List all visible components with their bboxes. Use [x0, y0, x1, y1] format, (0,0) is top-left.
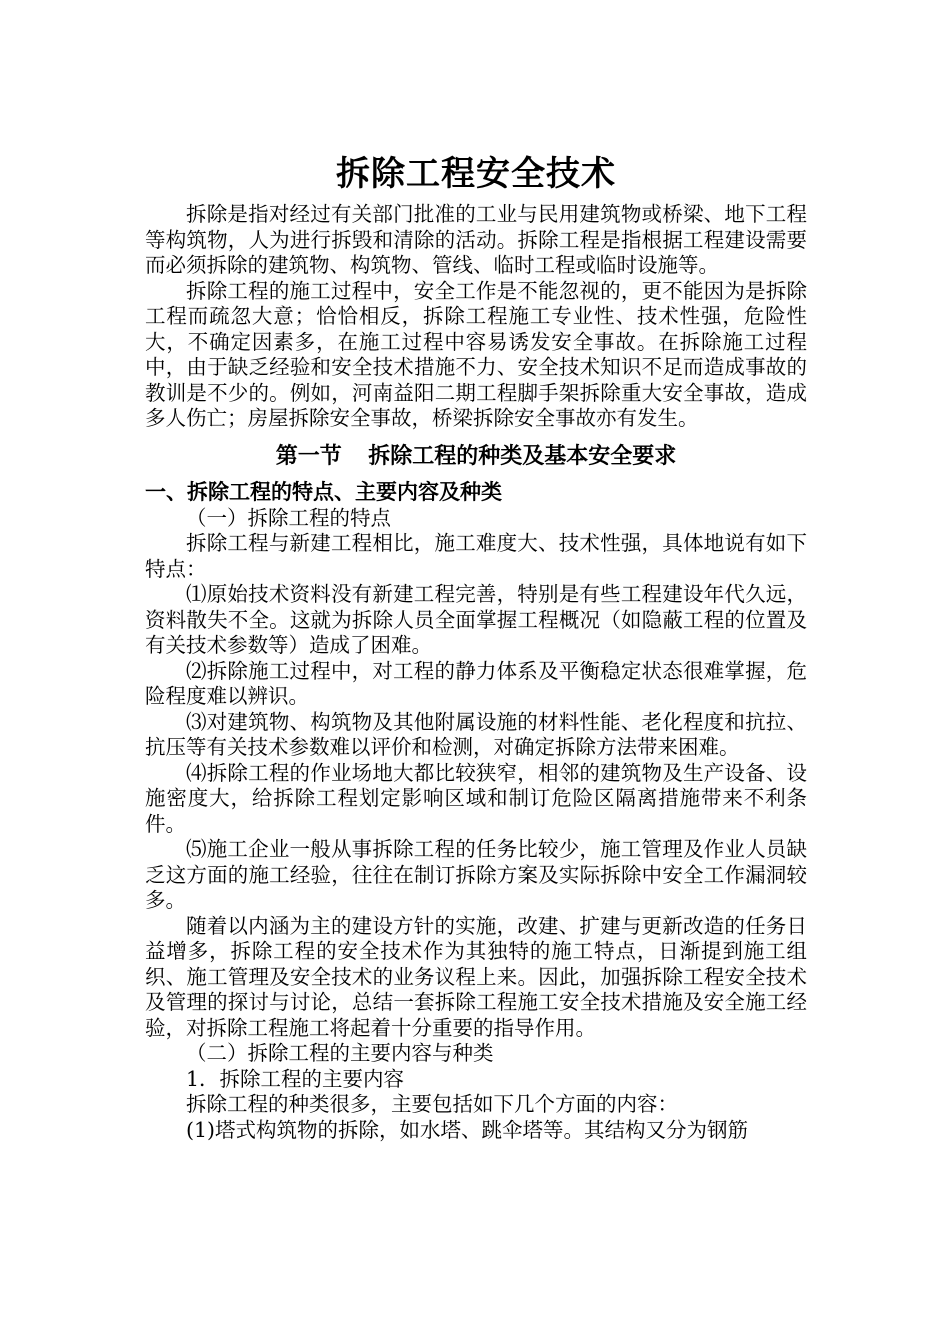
- section-1-name: 拆除工程的种类及基本安全要求: [368, 443, 677, 469]
- feature-point-4: ⑷拆除工程的作业场地大都比较狭窄，相邻的建筑物及生产设备、设施密度大，给拆除工程划定影响区域和制订危险区隔离措施带来不利条件。: [145, 760, 807, 836]
- subheading-features: （一）拆除工程的特点: [186, 505, 391, 530]
- intro-paragraph-1: 拆除是指对经过有关部门批准的工业与民用建筑物或桥梁、地下工程等构筑物，人为进行拆毁和清除的活动。拆除工程是指根据工程建设需要而必须拆除的建筑物、构筑物、管线、临时工程或临时设施等。: [145, 202, 807, 277]
- features-intro-paragraph: 拆除工程与新建工程相比，施工难度大、技术性强，具体地说有如下特点：: [145, 531, 807, 581]
- item-main-content: 1．拆除工程的主要内容: [186, 1066, 405, 1091]
- feature-point-5: ⑸施工企业一般从事拆除工程的任务比较少，施工管理及作业人员缺乏这方面的施工经验，往往在制订拆除方案及实际拆除中安全工作漏洞较多。: [145, 837, 807, 912]
- feature-point-3: ⑶对建筑物、构筑物及其他附属设施的材料性能、老化程度和抗拉、抗压等有关技术参数难以评价和检测，对确定拆除方法带来困难。: [145, 709, 807, 759]
- subheading-content-types: （二）拆除工程的主要内容与种类: [186, 1041, 494, 1065]
- intro-paragraph-2: 拆除工程的施工过程中，安全工作是不能忽视的，更不能因为是拆除工程而疏忽大意；恰恰相反，拆除工程施工专业性、技术性强，危险性大，不确定因素多，在施工过程中容易诱发安全事故。在拆除施工过程中，由于缺乏经验和安全技术措施不力、安全技术知识不足而造成事故的教训是不少的。例如，河南益阳二期工程脚手架拆除重大安全事故，造成多人伤亡；房屋拆除安全事故，桥梁拆除安全事故亦有发生。: [145, 278, 807, 430]
- summary-paragraph: 随着以内涵为主的建设方针的实施，改建、扩建与更新改造的任务日益增多，拆除工程的安全技术作为其独特的施工特点，日渐提到施工组织、施工管理及安全技术的业务议程上来。因此，加强拆除工程安全技术及管理的探讨与讨论，总结一套拆除工程施工安全技术措施及安全施工经验，对拆除工程施工将起着十分重要的指导作用。: [145, 913, 807, 1040]
- section-1-number: 第一节: [275, 443, 342, 469]
- content-point-1: (1)塔式构筑物的拆除，如水塔、跳伞塔等。其结构又分为钢筋: [186, 1117, 749, 1142]
- feature-point-1: ⑴原始技术资料没有新建工程完善，特别是有些工程建设年代久远，资料散失不全。这就为拆除人员全面掌握工程概况（如隐蔽工程的位置及有关技术参数等）造成了困难。: [145, 582, 807, 657]
- section-1-title: [145, 442, 807, 472]
- feature-point-2: ⑵拆除施工过程中，对工程的静力体系及平衡稳定状态很难掌握，危险程度难以辨识。: [145, 658, 807, 708]
- main-content-intro: 拆除工程的种类很多，主要包括如下几个方面的内容：: [186, 1092, 678, 1116]
- document-title: 拆除工程安全技术: [336, 154, 616, 194]
- heading-features-content-types: 一、拆除工程的特点、主要内容及种类: [145, 479, 502, 504]
